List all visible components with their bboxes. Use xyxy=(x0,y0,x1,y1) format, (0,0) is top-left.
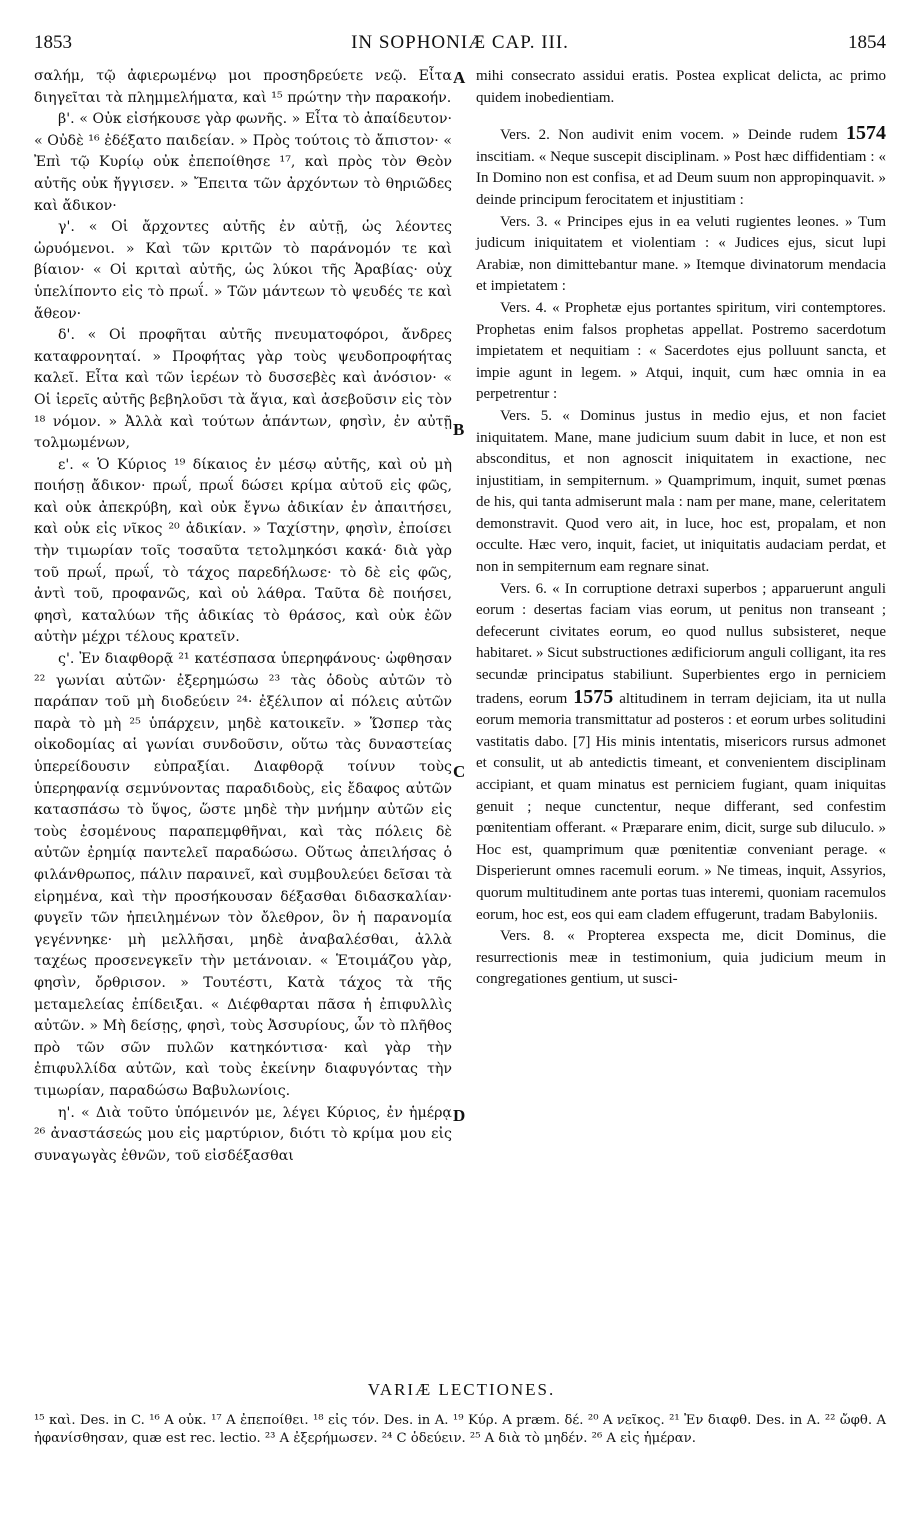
latin-paragraph: Vers. 2. Non audivit enim vocem. » Deinde rudem 1574 inscitiam. « Neque suscepit disciplinam. » Post hæc diffidentiam : « In Domino non est confisa, et ad Deum suum non appropinquavit. » deinde principum ferocitatem et injustitiam : xyxy=(476,122,887,208)
latin-paragraph: Vers. 8. « Propterea exspecta me, dicit Dominus, die resurrectionis meæ in testimonium, quia judicium meum in congregationes gentium, ut susci- xyxy=(476,928,886,988)
greek-paragraph: γ'. « Οἱ ἄρχοντες αὐτῆς ἐν αὐτῇ, ὡς λέοντες ὠρυόμενοι. » Καὶ τῶν κριτῶν τὸ παράνομόν τε καὶ βίαιον· « Οἱ κριταὶ αὐτῆς, ὡς λύκοι τῆς Ἀραβίας· οὐχ ὑπελίποντο εἰς τὸ πρωΐ. » Τῶν μάντεων τὸ ψευδές τε καὶ ἄθεον· xyxy=(34,219,452,322)
latin-paragraph: Vers. 5. « Dominus justus in medio ejus, et non faciet iniquitatem. Mane, mane judicium suum dabit in luce, et non est absconditus, et non agnoscit iniquitatem in exactione, nec injustitiam, in sempiternum. » Quamprimum, inquit, sumet pœnas de his, qui tanta admiserunt mala : nam per mane, mane, celeritatem demonstravit. Quod vero ait, in luce, hoc est, propalam, et non occulte. Hæc vero, inquit, faciet, ut iniquitatis audaciam perdat, et non in sempiternum eam regnare sinat. xyxy=(476,407,886,576)
left-column-number: 1853 xyxy=(34,32,72,53)
latin-paragraph: mihi consecrato assidui eratis. Postea explicat delicta, ac primo quidem inobedientiam. xyxy=(476,68,886,106)
margin-letter-c: C xyxy=(453,762,466,781)
migne-column-number: 1574 xyxy=(846,122,887,145)
greek-paragraph: η'. « Διὰ τοῦτο ὑπόμεινόν με, λέγει Κύριος, ἐν ἡμέρᾳ ²⁶ ἀναστάσεώς μου εἰς μαρτύριον, διότι τὸ κρίμα μου εἰς συναγωγὰς ἐθνῶν, τοῦ εἰσδέξασθαι xyxy=(34,1104,452,1164)
latin-paragraph: Vers. 4. « Prophetæ ejus portantes spiritum, viri contemptores. Prophetas enim falsos prophetas appellat. Postremo sacerdotum impietatem et nequitiam : « Sacerdotes ejus polluunt sancta, et impie agunt in legem. » Atqui, inquit, cum hæc omnia in ea perpetrentur : xyxy=(476,299,886,403)
variae-lectiones-heading: VARIÆ LECTIONES. xyxy=(367,1380,556,1399)
variae-lectiones xyxy=(34,1412,886,1448)
margin-letter-a: A xyxy=(453,68,466,87)
page-title: IN SOPHONIÆ CAP. III. xyxy=(351,32,569,53)
latin-paragraph: Vers. 6. « In corruptione detraxi superbos ; apparuerunt anguli eorum : desertas faciam vias eorum, ut penitus non transeant ; defecerunt civitates eorum, eo quod nullus subsisteret, neque habitaret. » Sicut substructiones ædificiorum anguli colligant, ita res secundæ principatus stabiliunt. Superbientes ergo in perniciem tradens, eorum 1575 altitudinem in terram dejiciam, ita ut nulla eorum memoria transmittatur ad posteros : et eorum urbes solitudini vastitatis dabo. [7] His minis intentatis, misericors rursus admonet et consulit, ut ab antedictis timeant, et convenientem disciplinam accipiant, et quam minatus est perniciem fugiant, quam iniquitas genuit ; neque cunctentur, neque differant, sed confestim pœnitentiam offerant. « Præparare enim, dicit, surge sub diluculo. » Hoc est, quamprimum quæ pœnitentiæ conveniant perage. « Disperierunt omnes racemuli eorum. » Ne timeas, inquit, Assyrios, quorum multitudinem ante portas tuas interemi, quoniam racemulos eorum, hoc est, eos qui eam cladem effugerunt, tradam Babyloniis. xyxy=(476,580,886,923)
variae-lectiones-text: ¹⁵ καὶ. Des. in C. ¹⁶ A οὐκ. ¹⁷ A ἐπεποίθει. ¹⁸ εἰς τόν. Des. in A. ¹⁹ Κύρ. A præm. δέ. ²⁰ A νεῖκος. ²¹ Ἐν διαφθ. Des. in A. ²² ὤφθ. A ἠφανίσθησαν, quæ est rec. lectio. ²³ A ἐξερήμωσεν. ²⁴ C ὁδεύειν. ²⁵ A διὰ τὸ μηδέν. ²⁶ A εἰς ἡμέραν. xyxy=(34,1413,886,1446)
latin-paragraph: Vers. 3. « Principes ejus in ea veluti rugientes leones. » Tum judicum iniquitatem et violentiam : « Judices ejus, sicut lupi Arabiæ, non dimittebantur mane. » Itemque divinatorum mendacia et impietatem : xyxy=(476,213,886,295)
margin-letter-b: B xyxy=(453,420,465,439)
greek-column xyxy=(34,66,452,1167)
greek-paragraph: σαλήμ, τῷ ἀφιερωμένῳ μοι προσηδρεύετε νεῷ. Εἶτα διηγεῖται τὰ πλημμελήματα, καὶ ¹⁵ πρώτην τὴν παρακοήν. xyxy=(34,68,452,106)
margin-letter-d: D xyxy=(453,1106,466,1125)
right-column-number: 1854 xyxy=(848,32,886,53)
running-header xyxy=(34,32,886,62)
latin-column xyxy=(476,66,886,991)
migne-column-number: 1575 xyxy=(573,685,614,708)
greek-paragraph: ς'. Ἐν διαφθορᾷ ²¹ κατέσπασα ὑπερηφάνους· ὠφθησαν ²² γωνίαι αὐτῶν· ἐξερημώσω ²³ τὰς ὁδοὺς αὐτῶν τὸ παράπαν τοῦ μὴ διοδεύειν ²⁴· ἐξέλιπον αἱ πόλεις αὐτῶν παρὰ τὸ μὴ ²⁵ ὑπάρχειν, μηδὲ κατοικεῖν. » Ὥσπερ τὰς οἰκοδομίας αἱ γωνίαι συνδοῦσιν, οὕτω τὰς δυναστείας ὑπερείδουσιν εὐπραξίαι. Διαφθορᾷ τοίνυν τοὺς ὑπερηφανίᾳ σεμνύνοντας παραδιδοὺς, εἰς ἔδαφος αὐτῶν κατασπάσω τὸ ὕψος, ὥστε μηδὲ τὴν μνήμην αὐτῶν εἰς τοὺς ἐσομένους παραπεμφθῆναι, καὶ τὰς πόλεις δὲ αὐτῶν ἐρημίᾳ παντελεῖ παραδώσω. Οὕτως ἀπειλήσας ὁ φιλάνθρωπος, πάλιν παραινεῖ, καὶ συμβουλεύει δεῖσαι τὰ εἰρημένα, καὶ τὴν προσήκουσαν δέξασθαι διδασκαλίαν· φυγεῖν τῶν ἠπειλημένων τὸν ὄλεθρον, ὃν ἡ παρανομία γεγέννηκε· μὴ μελλῆσαι, μηδὲ ἀναβαλέσθαι, ἀλλὰ ταχέως προσενεγκεῖν τὴν μετάνοιαν. « Ἑτοιμάζου γὰρ, φησὶν, ὄρθρισον. » Τουτέστι, Κατὰ τάχος τὰ τῆς μεταμελείας ἐπίδειξαι. « Διέφθαρται πᾶσα ἡ ἐπιφυλλὶς αὐτῶν. » Μὴ δείσῃς, φησὶ, τοὺς Ἀσσυρίους, ὧν τὸ πλῆθος πρὸ τῶν σῶν πυλῶν κατηκόντισα· καὶ γὰρ τὴν ἐπιφυλλίδα αὐτῶν, καὶ τοὺς ἐκείνην διαφυγόντας τὴν τιμωρίαν, παραδώσω Βαβυλωνίοις. xyxy=(34,651,452,1099)
greek-paragraph: δ'. « Οἱ προφῆται αὐτῆς πνευματοφόροι, ἄνδρες καταφρονηταί. » Προφήτας γὰρ τοὺς ψευδοπροφήτας καλεῖ. Εἶτα καὶ τῶν ἱερέων τὸ δυσσεβὲς καὶ ἀνόσιον· « Οἱ ἱερεῖς αὐτῆς βεβηλοῦσι τὰ ἅγια, καὶ ἀσεβοῦσιν εἰς τὸν ¹⁸ νόμον. » Ἀλλὰ καὶ τούτων ἁπάντων, φησὶν, ἐν αὐτῇ τολμωμένων, xyxy=(34,327,452,452)
greek-paragraph: ε'. « Ὁ Κύριος ¹⁹ δίκαιος ἐν μέσῳ αὐτῆς, καὶ οὐ μὴ ποιήσῃ ἄδικον· πρωΐ, πρωΐ δώσει κρίμα αὐτοῦ εἰς φῶς, καὶ οὐκ ἀπεκρύβη, καὶ οὐκ ἔγνω ἀδικίαν ἐν ἀπαιτήσει, καὶ οὐκ εἰς νῖκος ²⁰ ἀδικίαν. » Ταχίστην, φησὶν, ἐποίσει τὴν τιμωρίαν τοῖς τοσαῦτα τετολμηκόσι κακά· διὰ γὰρ τοῦ πρωΐ, πρωΐ, τὸ τάχος παρεδήλωσε· τὸ δὲ εἰς φῶς, ἀντὶ τοῦ, προφανῶς, καὶ οὐ λάθρα. Ταῦτα δὲ ποιήσει, φησὶ, καταλύων τῆς ἀδικίας τὸ θράσος, καὶ οὐκ ἐῶν αὐτὴν μέχρι τέλους κρατεῖν. xyxy=(34,456,452,646)
greek-paragraph: β'. « Οὐκ εἰσήκουσε γὰρ φωνῆς. » Εἶτα τὸ ἀπαίδευτον· « Οὐδὲ ¹⁶ ἐδέξατο παιδείαν. » Πρὸς τούτοις τὸ ἄπιστον· « Ἐπὶ τῷ Κυρίῳ οὐκ ἐπεποίθησε ¹⁷, καὶ πρὸς τὸν Θεὸν αὐτῆς οὐκ ἤγγισεν. » Ἔπειτα τῶν ἀρχόντων τὸ θηριῶδες καὶ ἄδικον· xyxy=(34,111,452,214)
